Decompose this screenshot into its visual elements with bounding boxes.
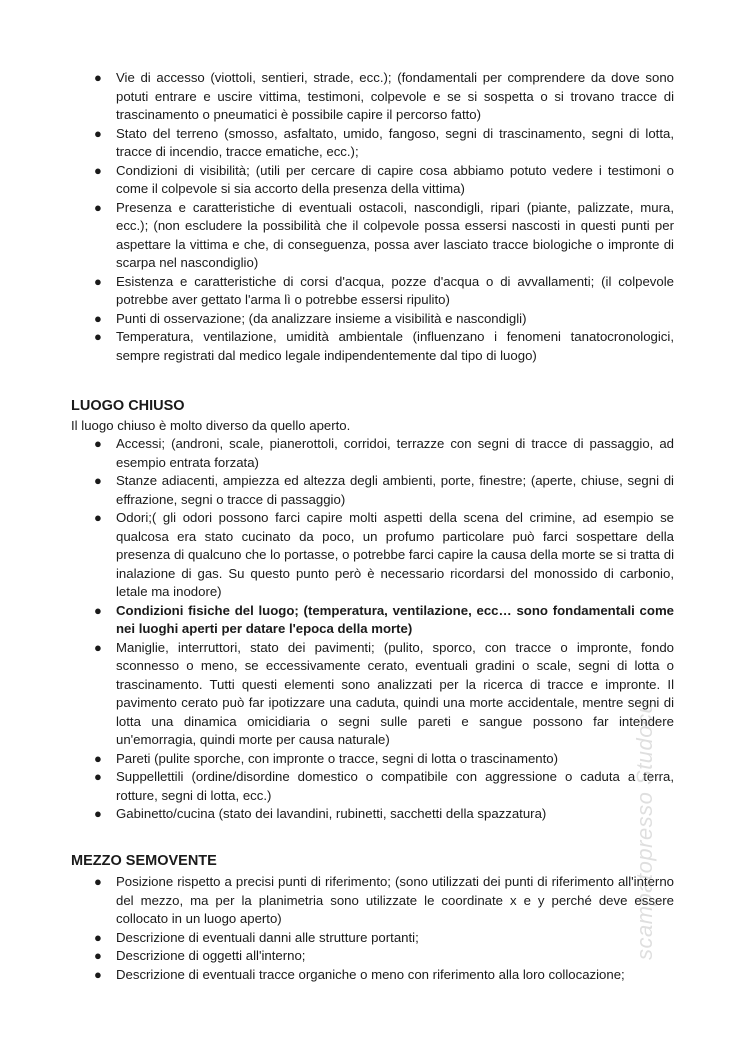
bullet-icon: ● — [94, 436, 102, 451]
list-item — [0, 69, 744, 125]
bullet-icon: ● — [94, 929, 102, 945]
list-item-text: Accessi; (androni, scale, pianerottoli, corridoi, terrazze con segni di tracce di passaggio, ad esempio entrata forzata) — [116, 436, 674, 470]
bullet-icon: ● — [94, 473, 102, 488]
list-item — [0, 472, 744, 509]
bullet-icon: ● — [94, 199, 102, 215]
bullet-icon: ● — [94, 70, 102, 85]
list-item-text: Gabinetto/cucina (stato dei lavandini, rubinetti, sacchetti della spazzatura) — [116, 806, 547, 821]
list-item-text: Stato del terreno (smosso, asfaltato, umido, fangoso, segni di trascinamento, segni di lotta, tracce di incendio, tracce ematiche, ecc.); — [116, 125, 674, 159]
list-item — [0, 328, 744, 365]
list-item-text: Stanze adiacenti, ampiezza ed altezza degli ambienti, porte, finestre; (aperte, chiuse, segni di effrazione, segni o tracce di passaggio) — [116, 473, 674, 507]
section-heading-luogo-chiuso: LUOGO CHIUSO — [71, 398, 185, 414]
bullet-icon: ● — [94, 329, 102, 344]
bullet-icon: ● — [94, 125, 102, 141]
bullet-icon: ● — [94, 310, 102, 326]
list-item-text: Presenza e caratteristiche di eventuali ostacoli, nascondigli, ripari (piante, palizzate, mura, ecc.); (non escludere la possibilità che il colpevole possa essersi nascosti in questi punti per aspettare la vittima e che, di conseguenza, possa aver lasciato tracce biologiche o impronte di scarpa nel nascondiglio) — [116, 199, 674, 270]
list-item-text: Descrizione di eventuali tracce organiche o meno con riferimento alla loro collocazione; — [116, 966, 625, 982]
list-item — [0, 966, 744, 985]
bullet-icon: ● — [94, 602, 102, 618]
bullet-icon: ● — [94, 273, 102, 289]
list-item — [0, 509, 744, 602]
bullet-icon: ● — [94, 948, 102, 963]
list-item-text: Suppellettili (ordine/disordine domestico o compatibile con aggressione o caduta a terra, rotture, segni di lotta, ecc.) — [116, 769, 674, 803]
bullet-icon: ● — [94, 639, 102, 655]
list-item-text: Pareti (pulite sporche, con impronte o tracce, segni di lotta o trascinamento) — [116, 750, 559, 766]
list-item-text: Condizioni di visibilità; (utili per cercare di capire cosa abbiamo potuto vedere i testimoni o come il colpevole si sia accorto della presenza della vittima) — [116, 162, 674, 196]
list-item-text: Punti di osservazione; (da analizzare insieme a visibilità e nascondigli) — [116, 310, 527, 326]
list-item — [0, 310, 744, 329]
bullet-icon: ● — [94, 769, 102, 784]
list-item — [0, 199, 744, 273]
list-item-text: Odori;( gli odori possono farci capire molti aspetti della scena del crimine, ad esempio se qualcosa era stato cucinato da poco, un profumo particolare può farci sospettare della presenza di qualcuno che lo portasse, o potrebbe farci capire la causa della morte se si tratta di inalazione di gas. Su questo punto però è necessario ricordarsi del monossido di carbonio, letale ma inodore) — [116, 510, 674, 599]
bullet-icon: ● — [94, 874, 102, 889]
list-item-text: Posizione rispetto a precisi punti di riferimento; (sono utilizzati dei punti di riferimento all'interno del mezzo, ma per la planimetria sono utilizzate le coordinate x e y perché deve essere collocato in un luogo aperto) — [116, 874, 674, 926]
bullet-icon: ● — [94, 806, 102, 821]
list-item-text: Maniglie, interruttori, stato dei pavimenti; (pulito, sporco, con tracce o impronte, fondo sconnesso o meno, se eccessivamente cerato, eventuali gradini o scale, segni di lotta o trascinamento. Tutti questi elementi sono analizzati per la ricerca di tracce e impronte. Il pavimento cerato può far ipotizzare una caduta, quindi una morte accidentale, mentre segni di lotta una dinamica omicidiaria o segni sulle pareti e sangue possono far intendere un'emorragia, quindi morte per causa naturale) — [116, 639, 674, 747]
list-item — [0, 435, 744, 472]
bullet-icon: ● — [94, 510, 102, 525]
list-item — [0, 273, 744, 310]
list-item — [0, 125, 744, 162]
list-item-text: Descrizione di oggetti all'interno; — [116, 948, 306, 963]
watermark: scampatopresso Studocu — [632, 700, 657, 960]
list-item-text: Condizioni fisiche del luogo; (temperatura, ventilazione, ecc… sono fondamentali come nei luoghi aperti per datare l'epoca della morte) — [116, 602, 674, 636]
list-item — [0, 602, 744, 639]
bullet-icon: ● — [94, 966, 102, 982]
open-place-list — [0, 69, 744, 365]
list-item-text: Descrizione di eventuali danni alle strutture portanti; — [116, 929, 419, 945]
list-item-text: Vie di accesso (viottoli, sentieri, strade, ecc.); (fondamentali per comprendere da dove sono potuti entrare e uscire vittima, testimoni, colpevole e se si sospetta o si trovano tracce di trascinamento o pneumatici è possibile capire il percorso fatto) — [116, 70, 674, 122]
section-heading-mezzo-semovente: MEZZO SEMOVENTE — [71, 853, 217, 869]
list-item-text: Esistenza e caratteristiche di corsi d'acqua, pozze d'acqua o di avvallamenti; (il colpevole potrebbe aver gettato l'arma lì o potrebbe essersi ripulito) — [116, 273, 674, 307]
list-item-text: Temperatura, ventilazione, umidità ambientale (influenzano i fenomeni tanatocronologici, sempre registrati dal medico legale indipendentemente dal tipo di luogo) — [116, 329, 674, 363]
bullet-icon: ● — [94, 162, 102, 178]
section-intro: Il luogo chiuso è molto diverso da quello aperto. — [71, 418, 351, 433]
bullet-icon: ● — [94, 750, 102, 766]
list-item — [0, 162, 744, 199]
